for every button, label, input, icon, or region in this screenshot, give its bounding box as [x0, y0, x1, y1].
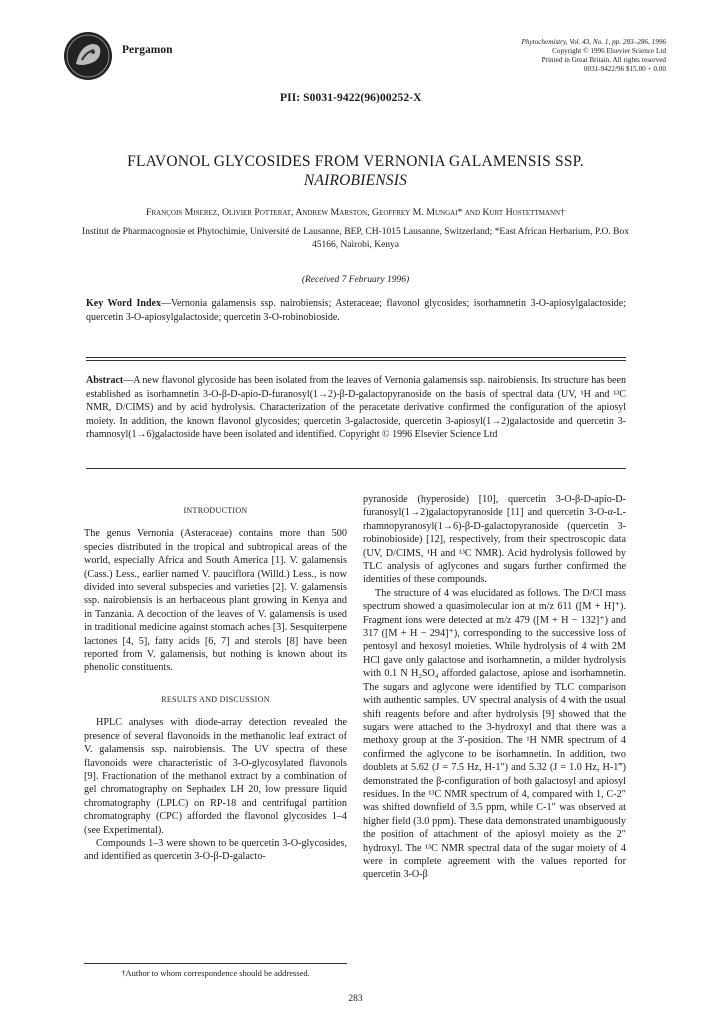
affiliation: Institut de Pharmacognosie et Phytochimie, Université de Lausanne, BEP, CH-1015 Lausanne, Switzerland; *East African Herbarium, P.O. Box 45166, Nairobi, Kenya	[82, 227, 629, 250]
title-line: NAIROBIENSIS	[303, 172, 408, 189]
divider	[86, 357, 626, 358]
abstract-label: Abstract	[86, 375, 124, 386]
author-list: François Miserez, Olivier Potterat, Andrew Marston, Geoffrey M. Mungai* and Kurt Hostettmann†	[146, 207, 565, 218]
divider	[86, 468, 626, 469]
pii-identifier: PII: S0031-9422(96)00252-X	[280, 92, 422, 104]
paragraph: The genus Vernonia (Asteraceae) contains more than 500 species distributed in the tropical and subtropical areas of the world, especially Africa and South America [1]. V. galamensis (Cass.) Less., earlier named V. pauciflora (Willd.) Less., is now divided into several subspecies and varieties [2]. V. galamensis ssp. nairobiensis is an herbaceous plant growing in Kenya and in Tanzania. A decoction of the leaves of V. galamensis is used in traditional medicine against stomach aches [3]. Sesquiterpene lactones [4, 5], fatty acids [6, 7] and sterols [8] have been reported from V. galamensis, but nothing is known about its phenolic constituents.	[84, 528, 347, 674]
journal-header	[62, 30, 666, 104]
section-heading-introduction: INTRODUCTION	[183, 506, 248, 515]
keywords-text: —Vernonia galamensis ssp. nairobiensis; Asteraceae; flavonol glycosides; isorhamnetin 3-O-apiosylgalactoside; quercetin 3-O-apiosylgalactoside; quercetin 3-O-robinobioside.	[86, 298, 626, 323]
journal-line: Phytochemistry, Vol. 43, No. 1, pp. 283–286, 1996	[521, 38, 666, 46]
footnote: †Author to whom correspondence should be addressed.	[121, 968, 310, 978]
abstract	[86, 374, 626, 442]
journal-line: Copyright © 1996 Elsevier Science Ltd	[552, 47, 666, 55]
abstract-text: —A new flavonol glycoside has been isolated from the leaves of Vernonia galamensis ssp. nairobiensis. Its structure has been established as isorhamnetin 3-O-β-D-apio-D-furanosyl(1→2)-β-D-galactopyranoside on the basis of spectral data (UV, ¹H and ¹³C NMR, D/CIMS) and by acid hydrolysis. Characterization of the peracetate derivative confirmed the configuration of the apiosyl moiety. In addition, the known flavonol glycosides; quercetin 3-galactoside, quercetin 3-apiosyl(1→2)galactoside and quercetin 3-rhamnosyl(1→6)galactoside have been isolated and identified. Copyright © 1996 Elsevier Science Ltd	[86, 375, 626, 441]
journal-citation	[521, 38, 666, 74]
divider	[86, 360, 626, 361]
left-column	[84, 498, 347, 864]
publisher-name: Pergamon	[122, 44, 173, 56]
section-heading-results: RESULTS AND DISCUSSION	[161, 694, 270, 704]
page-number: 283	[348, 994, 363, 1004]
received-date: (Received 7 February 1996)	[301, 275, 410, 285]
paragraph: pyranoside (hyperoside) [10], quercetin 3-O-β-D-apio-D-furanosyl(1→2)galactopyranoside [11] and quercetin 3-O-α-L-rhamnopyranosyl(1→6)-β-D-galactopyranoside (quercetin 3-robinobioside) [12], respectively, from their spectroscopic data (UV, D/CIMS, ¹H and ¹³C NMR). Acid hydrolysis followed by TLC analysis of aglycones and sugars further confirmed the identities of these compounds.	[363, 494, 626, 586]
paragraph: HPLC analyses with diode-array detection revealed the presence of several flavonoids in the methanolic leaf extract of V. galamensis ssp. nairobiensis. The UV spectra of these flavonoids were characteristic of 3-O-glycosylated flavonols [9]. Fractionation of the methanol extract by a combination of gel chromatography on Sephadex LH 20, low pressure liquid chromatography (LPLC) on RP-18 and centrifugal partition chromatography (CPC) afforded the flavonol glycosides 1–4 (see Experimental).	[84, 717, 347, 836]
keywords-label: Key Word Index	[86, 298, 161, 309]
journal-line: 0031-9422/96 $15.00 + 0.00	[583, 65, 666, 73]
right-column	[363, 493, 626, 882]
paragraph: The structure of 4 was elucidated as follows. The D/CI mass spectrum showed a quasimolecular ion at m/z 611 ([M + H]⁺). Fragment ions were detected at m/z 479 ([M + H − 132]⁺) and 317 ([M + H − 294]⁺), corresponding to the successive loss of pentosyl and hexosyl moieties. While hydrolysis of 4 with 2M HCl gave only galactose and isorhamnetin, a milder hydrolysis with 0.1 N H₂SO₄ afforded galactose, apiose and isorhamnetin. The sugars and aglycone were identified by TLC comparison with authentic samples. UV spectral analysis of 4 with the usual shift reagents before and after hydrolysis [9] showed that the sugars were attached to the 3-hydroxyl and that there was a methoxy group at the 3′-position. The ¹H NMR spectrum of 4 confirmed the aglycone to be isorhamnetin. In addition, two doublets at 5.62 (J = 7.5 Hz, H-1″) and 5.32 (J = 1.0 Hz, H-1‴) demonstrated the β-configuration of both galactosyl and apiosyl residues. In the ¹³C NMR spectrum of 4, compared with 1, C-2″ was shifted downfield of 3.5 ppm, while C-1″ was observed at higher field (3.0 ppm). These data demonstrated unambiguously the position of attachment of the apiosyl moiety as the 2″ hydroxyl. The ¹³C NMR spectral data of the sugar moiety of 4 were in complete agreement with the values reported for quercetin 3-O-β	[363, 587, 626, 881]
title-line: FLAVONOL GLYCOSIDES FROM VERNONIA GALAMENSIS SSP.	[127, 153, 584, 170]
footnote-divider	[84, 963, 347, 964]
article-title	[70, 152, 641, 190]
journal-line: Printed in Great Britain. All rights reserved	[541, 56, 666, 64]
publisher-logo-icon	[62, 30, 114, 82]
keywords	[86, 297, 626, 324]
paragraph: Compounds 1–3 were shown to be quercetin 3-O-glycosides, and identified as quercetin 3-O-β-D-galacto-	[84, 837, 347, 863]
